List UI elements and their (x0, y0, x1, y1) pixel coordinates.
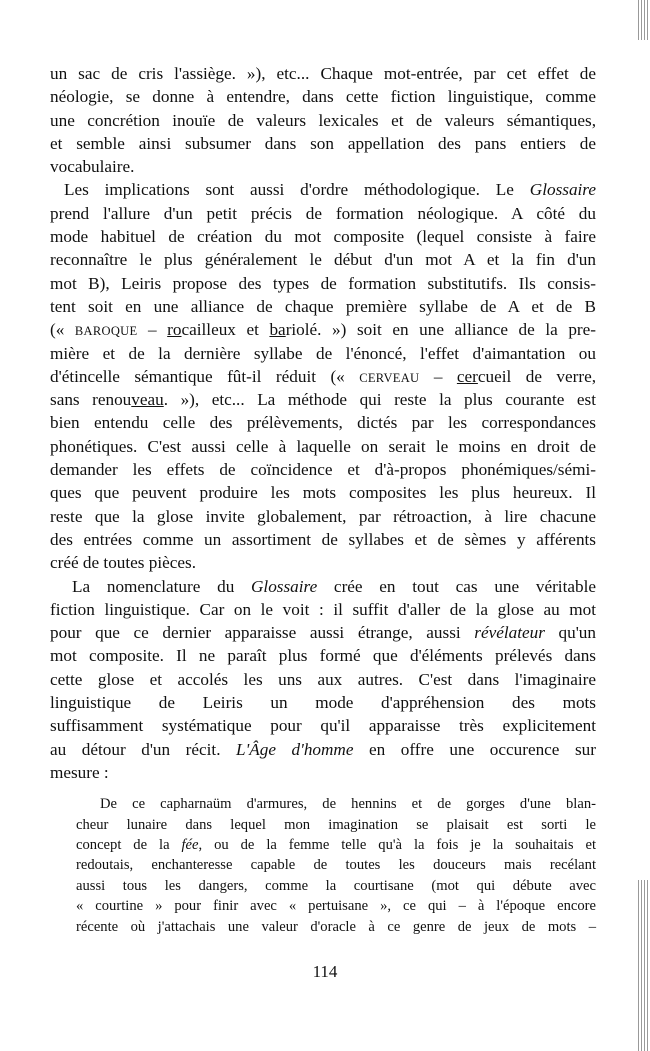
italic-title: Glossaire (251, 576, 318, 596)
text-line: linguistique de Leiris un mode d'appréhension des mots (50, 693, 596, 713)
paragraph-2 (50, 178, 596, 574)
quote-line: concept de la fée, ou de la femme telle qu'à la fois je la souhaitais et (76, 836, 596, 853)
text-line: une concrétion inouïe de valeurs lexicales et de valeurs sémantiques, (50, 110, 596, 130)
text-line: mot composite. Il ne paraît plus formé que d'éléments prélevés dans (50, 646, 596, 666)
quote-line: récente où j'attachais une valeur d'oracle à ce genre de jeux de mots – (76, 918, 596, 935)
text-line: pour que ce dernier apparaisse aussi étrange, aussi révélateur qu'un (50, 623, 596, 643)
text-line: prend l'allure d'un petit précis de formation néologique. A côté du (50, 203, 596, 223)
page-text (50, 62, 596, 937)
italic-title: Glossaire (529, 180, 596, 200)
text-line: sans renouveau. »), etc... La méthode qui reste la plus courante est (50, 390, 596, 410)
text-line: cette glose et accolés les uns aux autres. C'est dans l'imaginaire (50, 669, 596, 689)
text-line: ques que peuvent produire les mots composites les plus heureux. Il (50, 483, 596, 503)
italic-word: révélateur (474, 623, 545, 643)
text-line: mot B), Leiris propose des types de formation substitutifs. Ils consis- (50, 273, 596, 293)
text-line: créé de toutes pièces. (50, 553, 197, 573)
text-line: des entrées comme un assortiment de syllabes et de sèmes y afférents (50, 529, 596, 549)
text-line: mode habituel de création du mot composite (lequel consiste à faire (50, 227, 596, 247)
text-line: bien entendu celle des prélèvements, dictés par les correspondances (50, 413, 596, 433)
text-line: au détour d'un récit. L'Âge d'homme en offre une occurence sur (50, 739, 596, 759)
text-line: reste que la glose invite globalement, par rétroaction, à lire chacune (50, 506, 596, 526)
text-line: La nomenclature du Glossaire crée en tout cas une véritable (72, 576, 596, 596)
text-line: tent soit en une alliance de chaque première syllabe de A et de B (50, 296, 596, 316)
text-line: un sac de cris l'assiège. »), etc... Chaque mot-entrée, par cet effet de (50, 64, 596, 83)
text-line: Les implications sont aussi d'ordre méthodologique. Le Glossaire (64, 180, 596, 200)
text-line: mière et de la dernière syllabe de l'énoncé, l'effet d'aimantation ou (50, 343, 596, 363)
paragraph-3 (50, 575, 596, 785)
italic-title: L'Âge d'homme (236, 739, 354, 759)
text-line: demander les effets de coïncidence et d'à-propos phonémiques/sémi- (50, 460, 596, 480)
quote-line: aussi tous les dangers, comme la courtisane (mot qui débute avec (76, 877, 596, 894)
small-caps-word: CERVEAU (359, 370, 420, 385)
quote-line: redoutais, enchanteresse capable de toutes les douceurs mais recélant (76, 857, 596, 874)
paragraph-1 (50, 62, 596, 178)
scan-edge (638, 880, 650, 1051)
text-line: (« BAROQUE – rocailleux et bariolé. ») soit en une alliance de la pre- (50, 320, 596, 340)
quote-line: De ce capharnaüm d'armures, de hennins et de gorges d'une blan- (100, 796, 596, 813)
italic-word: fée (181, 836, 199, 853)
text-line: suffisamment systématique pour qu'il apparaisse très explicitement (50, 716, 596, 736)
page-number: 114 (312, 962, 338, 981)
quote-line: cheur lunaire dans lequel mon imagination se plaisait est sorti le (76, 816, 596, 833)
scan-edge (638, 0, 650, 40)
underlined-syllable: ba (269, 320, 286, 340)
quote-line: « courtine » pour finir avec « pertuisane », ce qui – à l'époque encore (76, 898, 596, 915)
text-line: fiction linguistique. Car on le voit : il suffit d'aller de la glose au mot (50, 599, 596, 619)
text-line: et semble ainsi subsumer dans son appellation des pans entiers de (50, 133, 596, 153)
text-line: d'étincelle sémantique fût-il réduit (« CERVEAU – cercueil de verre, (50, 366, 597, 386)
small-caps-word: BAROQUE (74, 324, 138, 339)
text-line: phonétiques. C'est aussi celle à laquelle on serait le moins en droit de (50, 436, 596, 456)
text-line: reconnaître le plus généralement le début d'un mot A et la fin d'un (50, 250, 596, 270)
text-line: vocabulaire. (50, 157, 135, 177)
underlined-syllable: veau (131, 390, 164, 410)
underlined-syllable: cer (456, 366, 478, 386)
text-line: mesure : (50, 762, 109, 782)
underlined-syllable: ro (167, 320, 182, 340)
block-quote (50, 794, 596, 937)
text-line: néologie, se donne à entendre, dans cette fiction linguistique, comme (50, 87, 596, 107)
